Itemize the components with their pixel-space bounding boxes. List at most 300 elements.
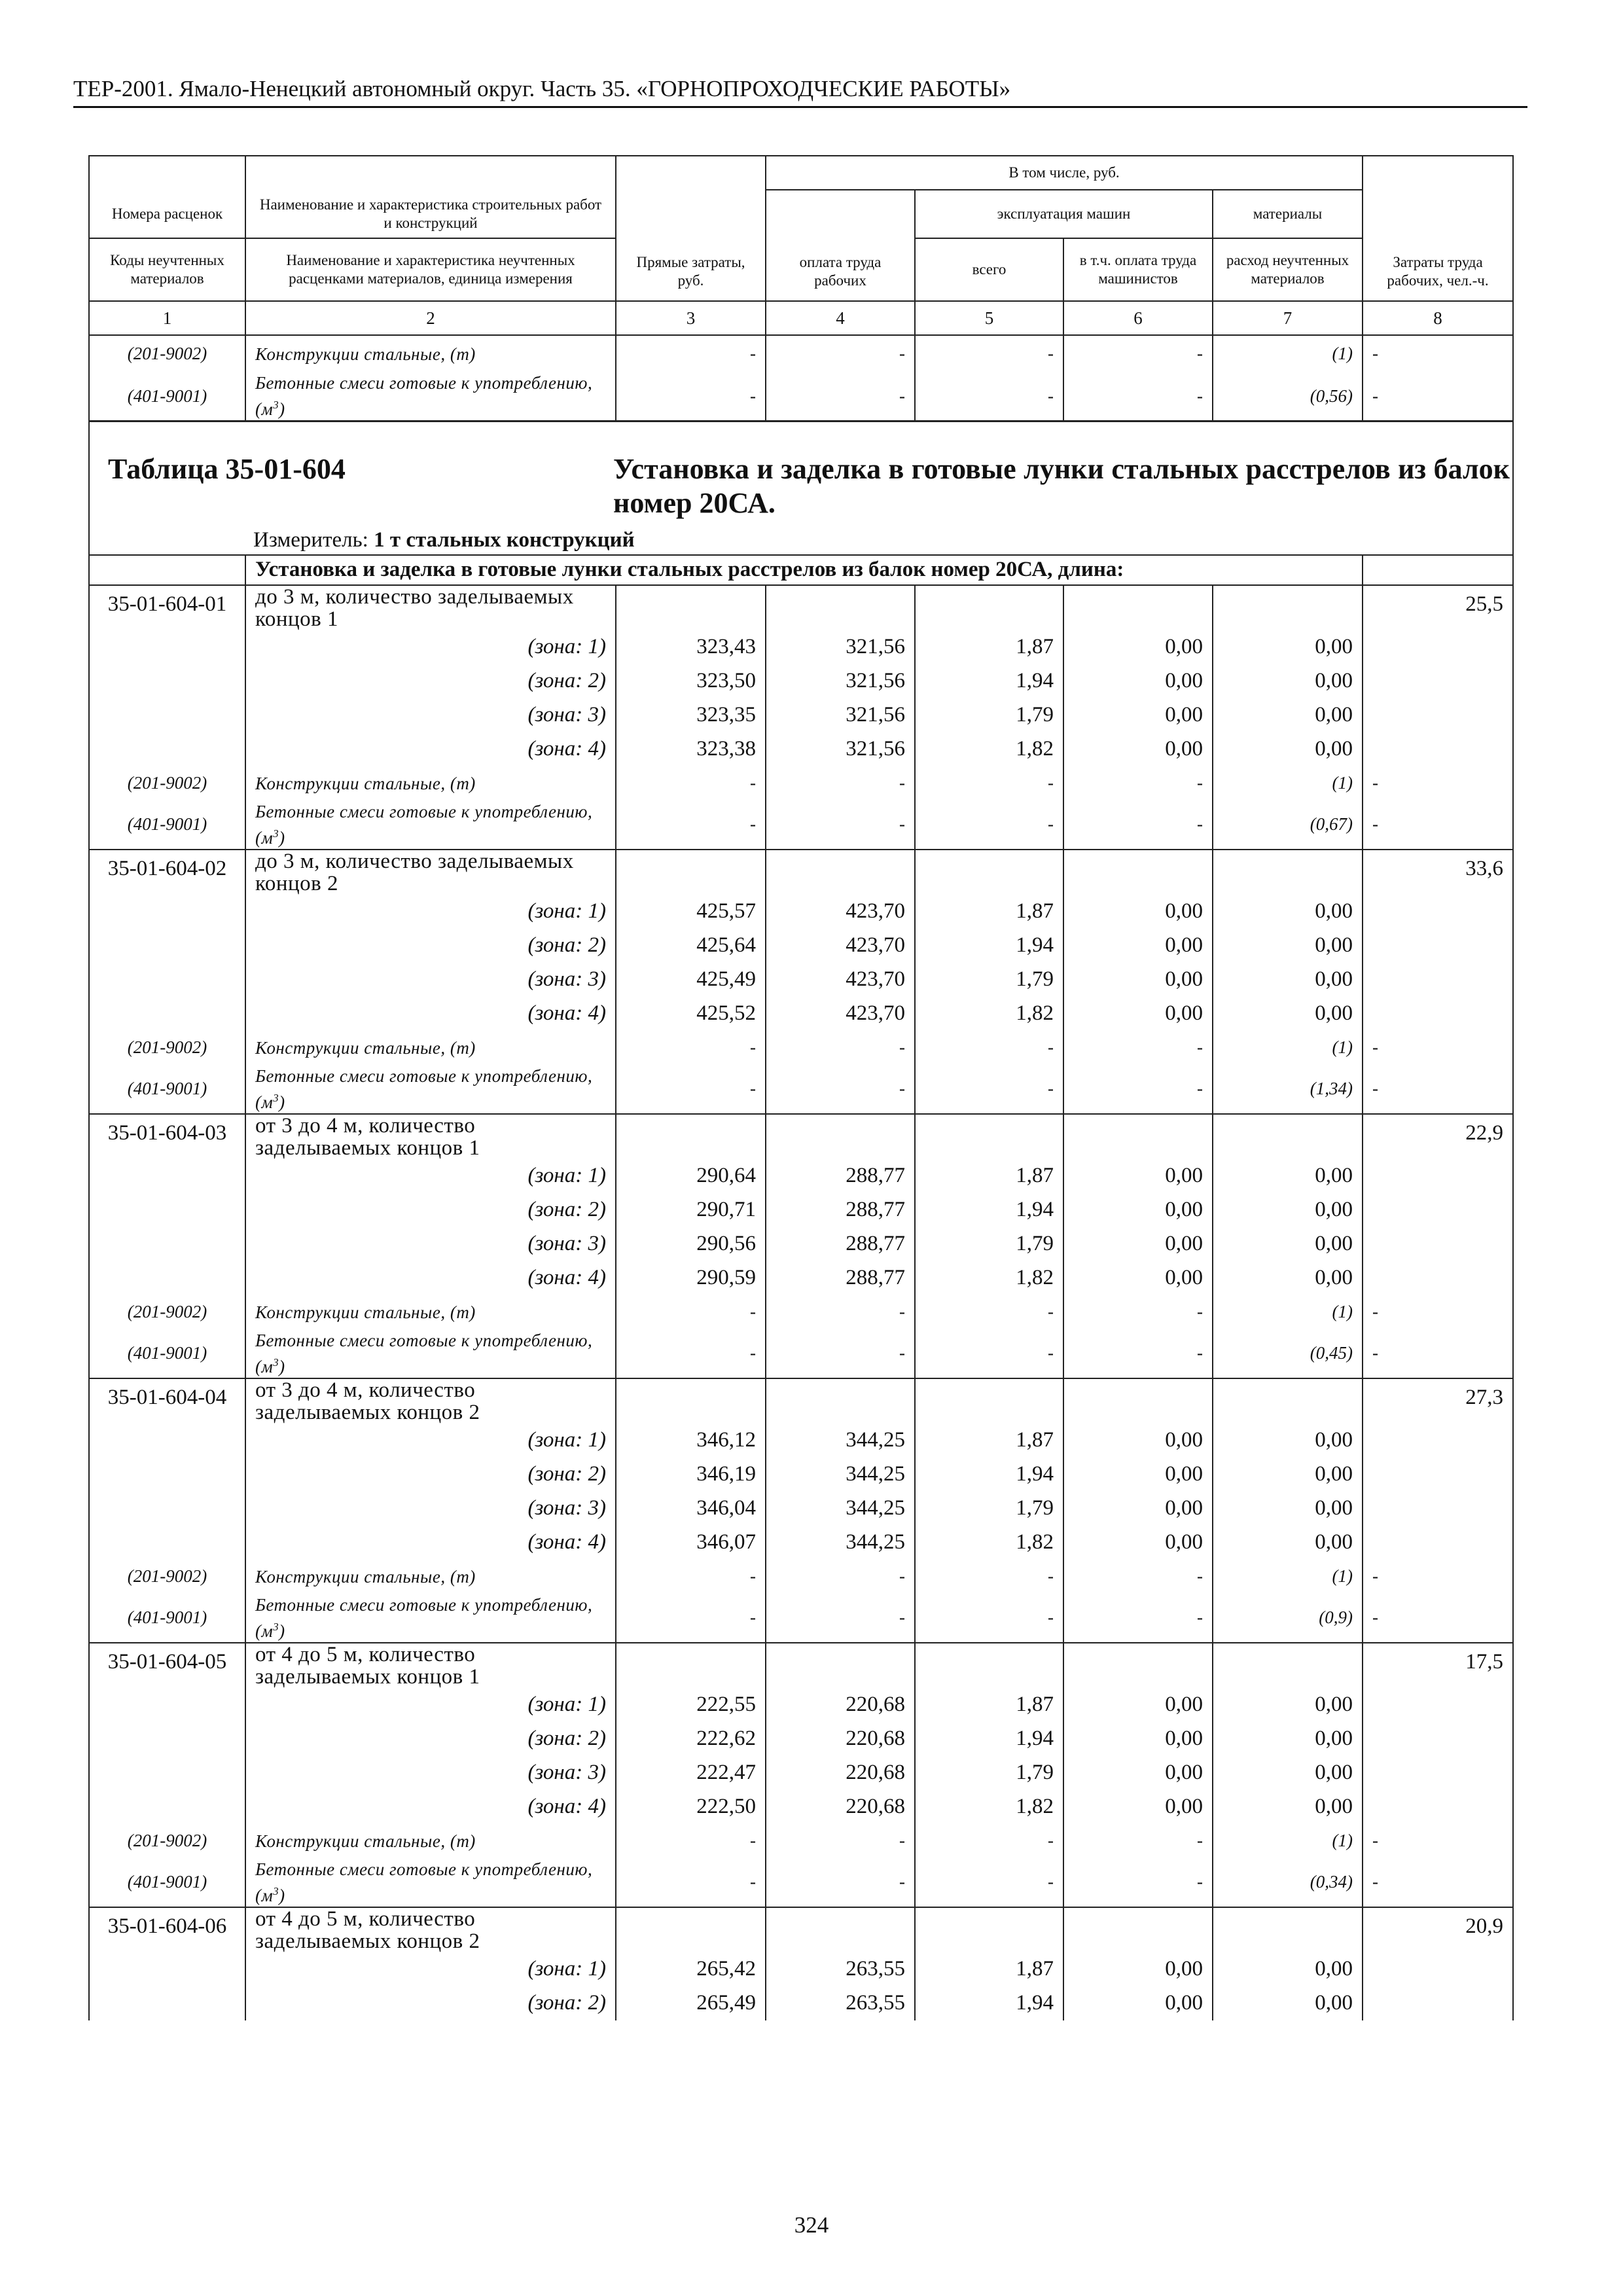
page-number: 324 xyxy=(794,2212,829,2238)
zone-v7: 0,00 xyxy=(1213,698,1363,732)
zone-v4: 263,55 xyxy=(766,1952,915,1986)
material-v6: - xyxy=(1063,1560,1213,1594)
material-v5: - xyxy=(915,335,1063,372)
material-v5: - xyxy=(915,800,1063,850)
zone-v4: 220,68 xyxy=(766,1722,915,1756)
zone-label: (зона: 2) xyxy=(245,664,616,698)
material-v8: - xyxy=(1363,800,1513,850)
material-v3: - xyxy=(616,1560,766,1594)
zone-row xyxy=(89,1526,1513,1560)
material-v4: - xyxy=(766,1065,915,1114)
zone-row xyxy=(89,630,1513,664)
zone-v6: 0,00 xyxy=(1063,1458,1213,1492)
zone-v6: 0,00 xyxy=(1063,1526,1213,1560)
zone-v5: 1,82 xyxy=(915,1261,1063,1295)
zone-v3: 425,52 xyxy=(616,997,766,1031)
material-v5: - xyxy=(915,372,1063,422)
column-number: 4 xyxy=(766,301,915,335)
rate-blank xyxy=(915,850,1063,895)
material-code: (401-9001) xyxy=(89,372,245,422)
zone-v5: 1,94 xyxy=(915,929,1063,963)
material-v7: (1,34) xyxy=(1213,1065,1363,1114)
material-v5: - xyxy=(915,1858,1063,1907)
zone-row xyxy=(89,1458,1513,1492)
material-v7: (1) xyxy=(1213,335,1363,372)
header-col6: в т.ч. оплата труда машинистов xyxy=(1063,238,1213,301)
zone-v3: 290,56 xyxy=(616,1227,766,1261)
zone-v6: 0,00 xyxy=(1063,997,1213,1031)
rate-blank xyxy=(616,850,766,895)
zone-label: (зона: 4) xyxy=(245,997,616,1031)
zone-v4: 423,70 xyxy=(766,895,915,929)
rate-blank xyxy=(1063,850,1213,895)
material-v4: - xyxy=(766,335,915,372)
rate-blank xyxy=(1213,1643,1363,1688)
zone-v7: 0,00 xyxy=(1213,1688,1363,1722)
material-code: (401-9001) xyxy=(89,800,245,850)
material-v6: - xyxy=(1063,800,1213,850)
zone-v4: 288,77 xyxy=(766,1261,915,1295)
zone-v7: 0,00 xyxy=(1213,1458,1363,1492)
zone-label: (зона: 4) xyxy=(245,1261,616,1295)
header-col2-bottom: Наименование и характеристика неучтенных расценками материалов, единица измерения xyxy=(245,238,616,301)
column-numbers-row xyxy=(89,301,1513,335)
column-number: 5 xyxy=(915,301,1063,335)
zone-label: (зона: 1) xyxy=(245,1159,616,1193)
zone-v3: 346,12 xyxy=(616,1424,766,1458)
table-title-row xyxy=(89,422,1513,555)
material-v7: (1) xyxy=(1213,1824,1363,1858)
material-v5: - xyxy=(915,1560,1063,1594)
material-v7: (0,45) xyxy=(1213,1329,1363,1378)
zone-v6: 0,00 xyxy=(1063,732,1213,766)
material-row xyxy=(89,800,1513,850)
zone-v5: 1,87 xyxy=(915,1952,1063,1986)
zone-v4: 423,70 xyxy=(766,997,915,1031)
material-v5: - xyxy=(915,1824,1063,1858)
zone-v5: 1,94 xyxy=(915,1722,1063,1756)
rate-code: 35-01-604-02 xyxy=(89,850,245,1031)
zone-v6: 0,00 xyxy=(1063,1227,1213,1261)
zone-v7: 0,00 xyxy=(1213,1159,1363,1193)
rate-labor: 17,5 xyxy=(1363,1643,1513,1824)
zone-v5: 1,82 xyxy=(915,1790,1063,1824)
material-code: (201-9002) xyxy=(89,1031,245,1065)
header-col5: всего xyxy=(915,238,1063,301)
header-materials: материалы xyxy=(1213,190,1363,238)
rate-blank xyxy=(766,585,915,630)
rate-blank xyxy=(1063,585,1213,630)
material-v6: - xyxy=(1063,1858,1213,1907)
zone-v6: 0,00 xyxy=(1063,895,1213,929)
material-row xyxy=(89,766,1513,800)
rate-blank xyxy=(766,1114,915,1159)
material-v3: - xyxy=(616,1858,766,1907)
rate-code: 35-01-604-06 xyxy=(89,1907,245,2020)
zone-v3: 323,35 xyxy=(616,698,766,732)
table-title: Установка и заделка в готовые лунки стальных расстрелов из балок номер 20СА. xyxy=(613,453,1510,519)
zone-label: (зона: 2) xyxy=(245,1986,616,2020)
material-name: Бетонные смеси готовые к употреблению, $(м^3)$ xyxy=(245,800,616,850)
material-v8: - xyxy=(1363,1560,1513,1594)
material-v3: - xyxy=(616,1065,766,1114)
material-v6: - xyxy=(1063,1065,1213,1114)
material-v5: - xyxy=(915,1329,1063,1378)
material-v6: - xyxy=(1063,766,1213,800)
zone-row xyxy=(89,1756,1513,1790)
rate-blank xyxy=(1213,850,1363,895)
zone-v6: 0,00 xyxy=(1063,1424,1213,1458)
zone-v7: 0,00 xyxy=(1213,1952,1363,1986)
zone-v5: 1,87 xyxy=(915,1688,1063,1722)
material-v6: - xyxy=(1063,1031,1213,1065)
zone-v5: 1,94 xyxy=(915,664,1063,698)
zone-v3: 290,71 xyxy=(616,1193,766,1227)
zone-label: (зона: 3) xyxy=(245,1492,616,1526)
zone-v5: 1,82 xyxy=(915,732,1063,766)
zone-label: (зона: 3) xyxy=(245,698,616,732)
header-machines: эксплуатация машин xyxy=(915,190,1213,238)
zone-v5: 1,94 xyxy=(915,1193,1063,1227)
zone-row xyxy=(89,1986,1513,2020)
material-v8: - xyxy=(1363,335,1513,372)
material-v4: - xyxy=(766,1858,915,1907)
rate-blank xyxy=(616,1643,766,1688)
zone-v7: 0,00 xyxy=(1213,1790,1363,1824)
zone-v6: 0,00 xyxy=(1063,1952,1213,1986)
material-v7: (1) xyxy=(1213,1295,1363,1329)
zone-v3: 425,49 xyxy=(616,963,766,997)
column-number: 1 xyxy=(89,301,245,335)
zone-label: (зона: 1) xyxy=(245,630,616,664)
material-name: Конструкции стальные, (т) xyxy=(245,1031,616,1065)
material-v8: - xyxy=(1363,1031,1513,1065)
rate-code: 35-01-604-05 xyxy=(89,1643,245,1824)
zone-v3: 425,57 xyxy=(616,895,766,929)
material-v7: (1) xyxy=(1213,766,1363,800)
zone-label: (зона: 2) xyxy=(245,1193,616,1227)
rate-blank xyxy=(1063,1907,1213,1952)
rate-blank xyxy=(766,1907,915,1952)
zone-v4: 220,68 xyxy=(766,1688,915,1722)
zone-v3: 425,64 xyxy=(616,929,766,963)
rate-blank xyxy=(915,1643,1063,1688)
material-code: (201-9002) xyxy=(89,1560,245,1594)
zone-v3: 346,07 xyxy=(616,1526,766,1560)
zone-label: (зона: 4) xyxy=(245,732,616,766)
zone-v6: 0,00 xyxy=(1063,1756,1213,1790)
zone-label: (зона: 3) xyxy=(245,963,616,997)
zone-v3: 290,59 xyxy=(616,1261,766,1295)
rate-blank xyxy=(1213,585,1363,630)
rate-row xyxy=(89,1907,1513,1952)
material-name: Бетонные смеси готовые к употреблению, $(м^3)$ xyxy=(245,1594,616,1643)
header-blank-2 xyxy=(245,156,616,190)
zone-v5: 1,87 xyxy=(915,1159,1063,1193)
zone-v6: 0,00 xyxy=(1063,1193,1213,1227)
zone-v7: 0,00 xyxy=(1213,1261,1363,1295)
column-number: 2 xyxy=(245,301,616,335)
zone-v5: 1,79 xyxy=(915,1227,1063,1261)
zone-v5: 1,94 xyxy=(915,1458,1063,1492)
material-v7: (1) xyxy=(1213,1560,1363,1594)
zone-label: (зона: 2) xyxy=(245,1722,616,1756)
zone-v7: 0,00 xyxy=(1213,1193,1363,1227)
material-code: (401-9001) xyxy=(89,1329,245,1378)
zone-v7: 0,00 xyxy=(1213,1756,1363,1790)
material-v8: - xyxy=(1363,1329,1513,1378)
material-v8: - xyxy=(1363,1594,1513,1643)
rate-blank xyxy=(766,1643,915,1688)
material-v8: - xyxy=(1363,1295,1513,1329)
zone-row xyxy=(89,1261,1513,1295)
material-v4: - xyxy=(766,1031,915,1065)
material-name: Конструкции стальные, (т) xyxy=(245,1560,616,1594)
zone-v3: 222,47 xyxy=(616,1756,766,1790)
rate-name: от 3 до 4 м, количество заделываемых концов 2 xyxy=(245,1378,616,1424)
zone-v3: 265,49 xyxy=(616,1986,766,2020)
zone-row xyxy=(89,1952,1513,1986)
zone-row xyxy=(89,1492,1513,1526)
zone-v6: 0,00 xyxy=(1063,1261,1213,1295)
zone-row xyxy=(89,1688,1513,1722)
header-col8: Затраты труда рабочих, чел.-ч. xyxy=(1363,190,1513,301)
material-v4: - xyxy=(766,372,915,422)
material-v6: - xyxy=(1063,1594,1213,1643)
rate-code: 35-01-604-03 xyxy=(89,1114,245,1295)
material-name: Бетонные смеси готовые к употреблению, $(м^3)$ xyxy=(245,372,616,422)
zone-v6: 0,00 xyxy=(1063,929,1213,963)
zone-v7: 0,00 xyxy=(1213,895,1363,929)
zone-row xyxy=(89,1424,1513,1458)
zone-v6: 0,00 xyxy=(1063,963,1213,997)
zone-v3: 222,55 xyxy=(616,1688,766,1722)
zone-row xyxy=(89,997,1513,1031)
material-code: (201-9002) xyxy=(89,1824,245,1858)
rate-blank xyxy=(616,585,766,630)
rate-blank xyxy=(1213,1114,1363,1159)
section-caption: Установка и заделка в готовые лунки стальных расстрелов из балок номер 20СА, длина: xyxy=(245,555,1363,585)
rate-row xyxy=(89,1378,1513,1424)
zone-v5: 1,79 xyxy=(915,698,1063,732)
caption-blank xyxy=(1363,555,1513,585)
material-v6: - xyxy=(1063,1824,1213,1858)
zone-v4: 423,70 xyxy=(766,963,915,997)
zone-v4: 321,56 xyxy=(766,630,915,664)
material-name: Бетонные смеси готовые к употреблению, $(м^3)$ xyxy=(245,1858,616,1907)
zone-label: (зона: 2) xyxy=(245,929,616,963)
zone-v7: 0,00 xyxy=(1213,1526,1363,1560)
zone-v6: 0,00 xyxy=(1063,698,1213,732)
rate-name: от 4 до 5 м, количество заделываемых концов 2 xyxy=(245,1907,616,1952)
column-number: 7 xyxy=(1213,301,1363,335)
rate-blank xyxy=(1213,1907,1363,1952)
rate-blank xyxy=(616,1378,766,1424)
zone-v7: 0,00 xyxy=(1213,1986,1363,2020)
material-v4: - xyxy=(766,1824,915,1858)
rate-blank xyxy=(915,1378,1063,1424)
zone-v7: 0,00 xyxy=(1213,997,1363,1031)
rate-row xyxy=(89,1643,1513,1688)
zone-v4: 321,56 xyxy=(766,698,915,732)
zone-label: (зона: 2) xyxy=(245,1458,616,1492)
material-v7: (1) xyxy=(1213,1031,1363,1065)
rate-blank xyxy=(1213,1378,1363,1424)
zone-v3: 346,04 xyxy=(616,1492,766,1526)
measure-unit-label: Измеритель: xyxy=(253,528,374,552)
header-rule xyxy=(73,106,1527,108)
zone-v5: 1,87 xyxy=(915,1424,1063,1458)
zone-row xyxy=(89,895,1513,929)
zone-row xyxy=(89,698,1513,732)
zone-v4: 344,25 xyxy=(766,1526,915,1560)
rate-blank xyxy=(616,1907,766,1952)
zone-v5: 1,87 xyxy=(915,630,1063,664)
material-code: (401-9001) xyxy=(89,1594,245,1643)
zone-label: (зона: 4) xyxy=(245,1790,616,1824)
rate-blank xyxy=(915,1907,1063,1952)
zone-v5: 1,87 xyxy=(915,895,1063,929)
zone-label: (зона: 1) xyxy=(245,1688,616,1722)
zone-v3: 265,42 xyxy=(616,1952,766,1986)
zone-v5: 1,82 xyxy=(915,997,1063,1031)
material-v5: - xyxy=(915,1295,1063,1329)
zone-v7: 0,00 xyxy=(1213,1227,1363,1261)
material-v8: - xyxy=(1363,1065,1513,1114)
zone-v5: 1,94 xyxy=(915,1986,1063,2020)
zone-row xyxy=(89,664,1513,698)
zone-v5: 1,79 xyxy=(915,1756,1063,1790)
material-code: (201-9002) xyxy=(89,335,245,372)
column-number: 6 xyxy=(1063,301,1213,335)
caption-blank xyxy=(89,555,245,585)
material-v7: (0,67) xyxy=(1213,800,1363,850)
zone-v4: 344,25 xyxy=(766,1424,915,1458)
zone-v4: 344,25 xyxy=(766,1492,915,1526)
zone-row xyxy=(89,929,1513,963)
material-v3: - xyxy=(616,1329,766,1378)
material-v3: - xyxy=(616,372,766,422)
material-v3: - xyxy=(616,1031,766,1065)
material-row xyxy=(89,1329,1513,1378)
header-col4: оплата труда рабочих xyxy=(766,190,915,301)
material-row xyxy=(89,1594,1513,1643)
zone-v4: 288,77 xyxy=(766,1193,915,1227)
zone-row xyxy=(89,963,1513,997)
zone-label: (зона: 4) xyxy=(245,1526,616,1560)
material-row xyxy=(89,1031,1513,1065)
rate-labor: 27,3 xyxy=(1363,1378,1513,1560)
material-name: Конструкции стальные, (т) xyxy=(245,1295,616,1329)
rate-row xyxy=(89,1114,1513,1159)
header-blank-8 xyxy=(1363,156,1513,190)
zone-v6: 0,00 xyxy=(1063,664,1213,698)
header-col2-top: Наименование и характеристика строительных работ и конструкций xyxy=(245,190,616,238)
material-v6: - xyxy=(1063,335,1213,372)
material-v5: - xyxy=(915,1594,1063,1643)
material-v4: - xyxy=(766,766,915,800)
zone-row xyxy=(89,1790,1513,1824)
material-code: (201-9002) xyxy=(89,1295,245,1329)
rate-labor: 22,9 xyxy=(1363,1114,1513,1295)
rate-blank xyxy=(616,1114,766,1159)
material-v8: - xyxy=(1363,1858,1513,1907)
rate-blank xyxy=(915,585,1063,630)
header-col7: расход неучтенных материалов xyxy=(1213,238,1363,301)
material-v4: - xyxy=(766,1594,915,1643)
material-row xyxy=(89,1858,1513,1907)
rate-blank xyxy=(766,850,915,895)
zone-v7: 0,00 xyxy=(1213,963,1363,997)
material-v3: - xyxy=(616,800,766,850)
price-table xyxy=(88,155,1514,2020)
rate-labor: 25,5 xyxy=(1363,585,1513,766)
material-code: (401-9001) xyxy=(89,1065,245,1114)
zone-v3: 323,43 xyxy=(616,630,766,664)
running-header: ТЕР-2001. Ямало-Ненецкий автономный округ. Часть 35. «ГОРНОПРОХОДЧЕСКИЕ РАБОТЫ» xyxy=(73,76,1011,101)
zone-v4: 423,70 xyxy=(766,929,915,963)
zone-v6: 0,00 xyxy=(1063,1986,1213,2020)
rate-labor: 20,9 xyxy=(1363,1907,1513,2020)
header-blank-3 xyxy=(616,156,766,190)
zone-row xyxy=(89,1227,1513,1261)
material-row xyxy=(89,1295,1513,1329)
table-title-cell xyxy=(89,422,1513,555)
rate-blank xyxy=(766,1378,915,1424)
zone-label: (зона: 1) xyxy=(245,1424,616,1458)
zone-v3: 222,62 xyxy=(616,1722,766,1756)
material-v4: - xyxy=(766,1295,915,1329)
rate-blank xyxy=(1063,1114,1213,1159)
header-col1-top: Номера расценок xyxy=(89,190,245,238)
material-v3: - xyxy=(616,766,766,800)
zone-v7: 0,00 xyxy=(1213,1722,1363,1756)
material-row xyxy=(89,1065,1513,1114)
material-v4: - xyxy=(766,1560,915,1594)
zone-v7: 0,00 xyxy=(1213,664,1363,698)
material-v6: - xyxy=(1063,372,1213,422)
zone-v6: 0,00 xyxy=(1063,1688,1213,1722)
material-v5: - xyxy=(915,1065,1063,1114)
material-v3: - xyxy=(616,1824,766,1858)
rate-name: от 4 до 5 м, количество заделываемых концов 1 xyxy=(245,1643,616,1688)
material-v4: - xyxy=(766,800,915,850)
section-caption-row xyxy=(89,555,1513,585)
column-number: 3 xyxy=(616,301,766,335)
material-row xyxy=(89,1560,1513,1594)
zone-label: (зона: 1) xyxy=(245,1952,616,1986)
rate-labor: 33,6 xyxy=(1363,850,1513,1031)
zone-v5: 1,79 xyxy=(915,963,1063,997)
rate-row xyxy=(89,850,1513,895)
measure-unit xyxy=(253,528,635,552)
zone-label: (зона: 1) xyxy=(245,895,616,929)
zone-v3: 323,38 xyxy=(616,732,766,766)
zone-v4: 220,68 xyxy=(766,1756,915,1790)
zone-v4: 288,77 xyxy=(766,1227,915,1261)
material-v4: - xyxy=(766,1329,915,1378)
zone-v5: 1,82 xyxy=(915,1526,1063,1560)
header-in-total: В том числе, руб. xyxy=(766,156,1363,190)
zone-v6: 0,00 xyxy=(1063,630,1213,664)
material-v5: - xyxy=(915,766,1063,800)
header-col3: Прямые затраты, руб. xyxy=(616,190,766,301)
rate-code: 35-01-604-01 xyxy=(89,585,245,766)
zone-v4: 220,68 xyxy=(766,1790,915,1824)
header-blank-1 xyxy=(89,156,245,190)
rate-blank xyxy=(1063,1643,1213,1688)
material-v3: - xyxy=(616,335,766,372)
